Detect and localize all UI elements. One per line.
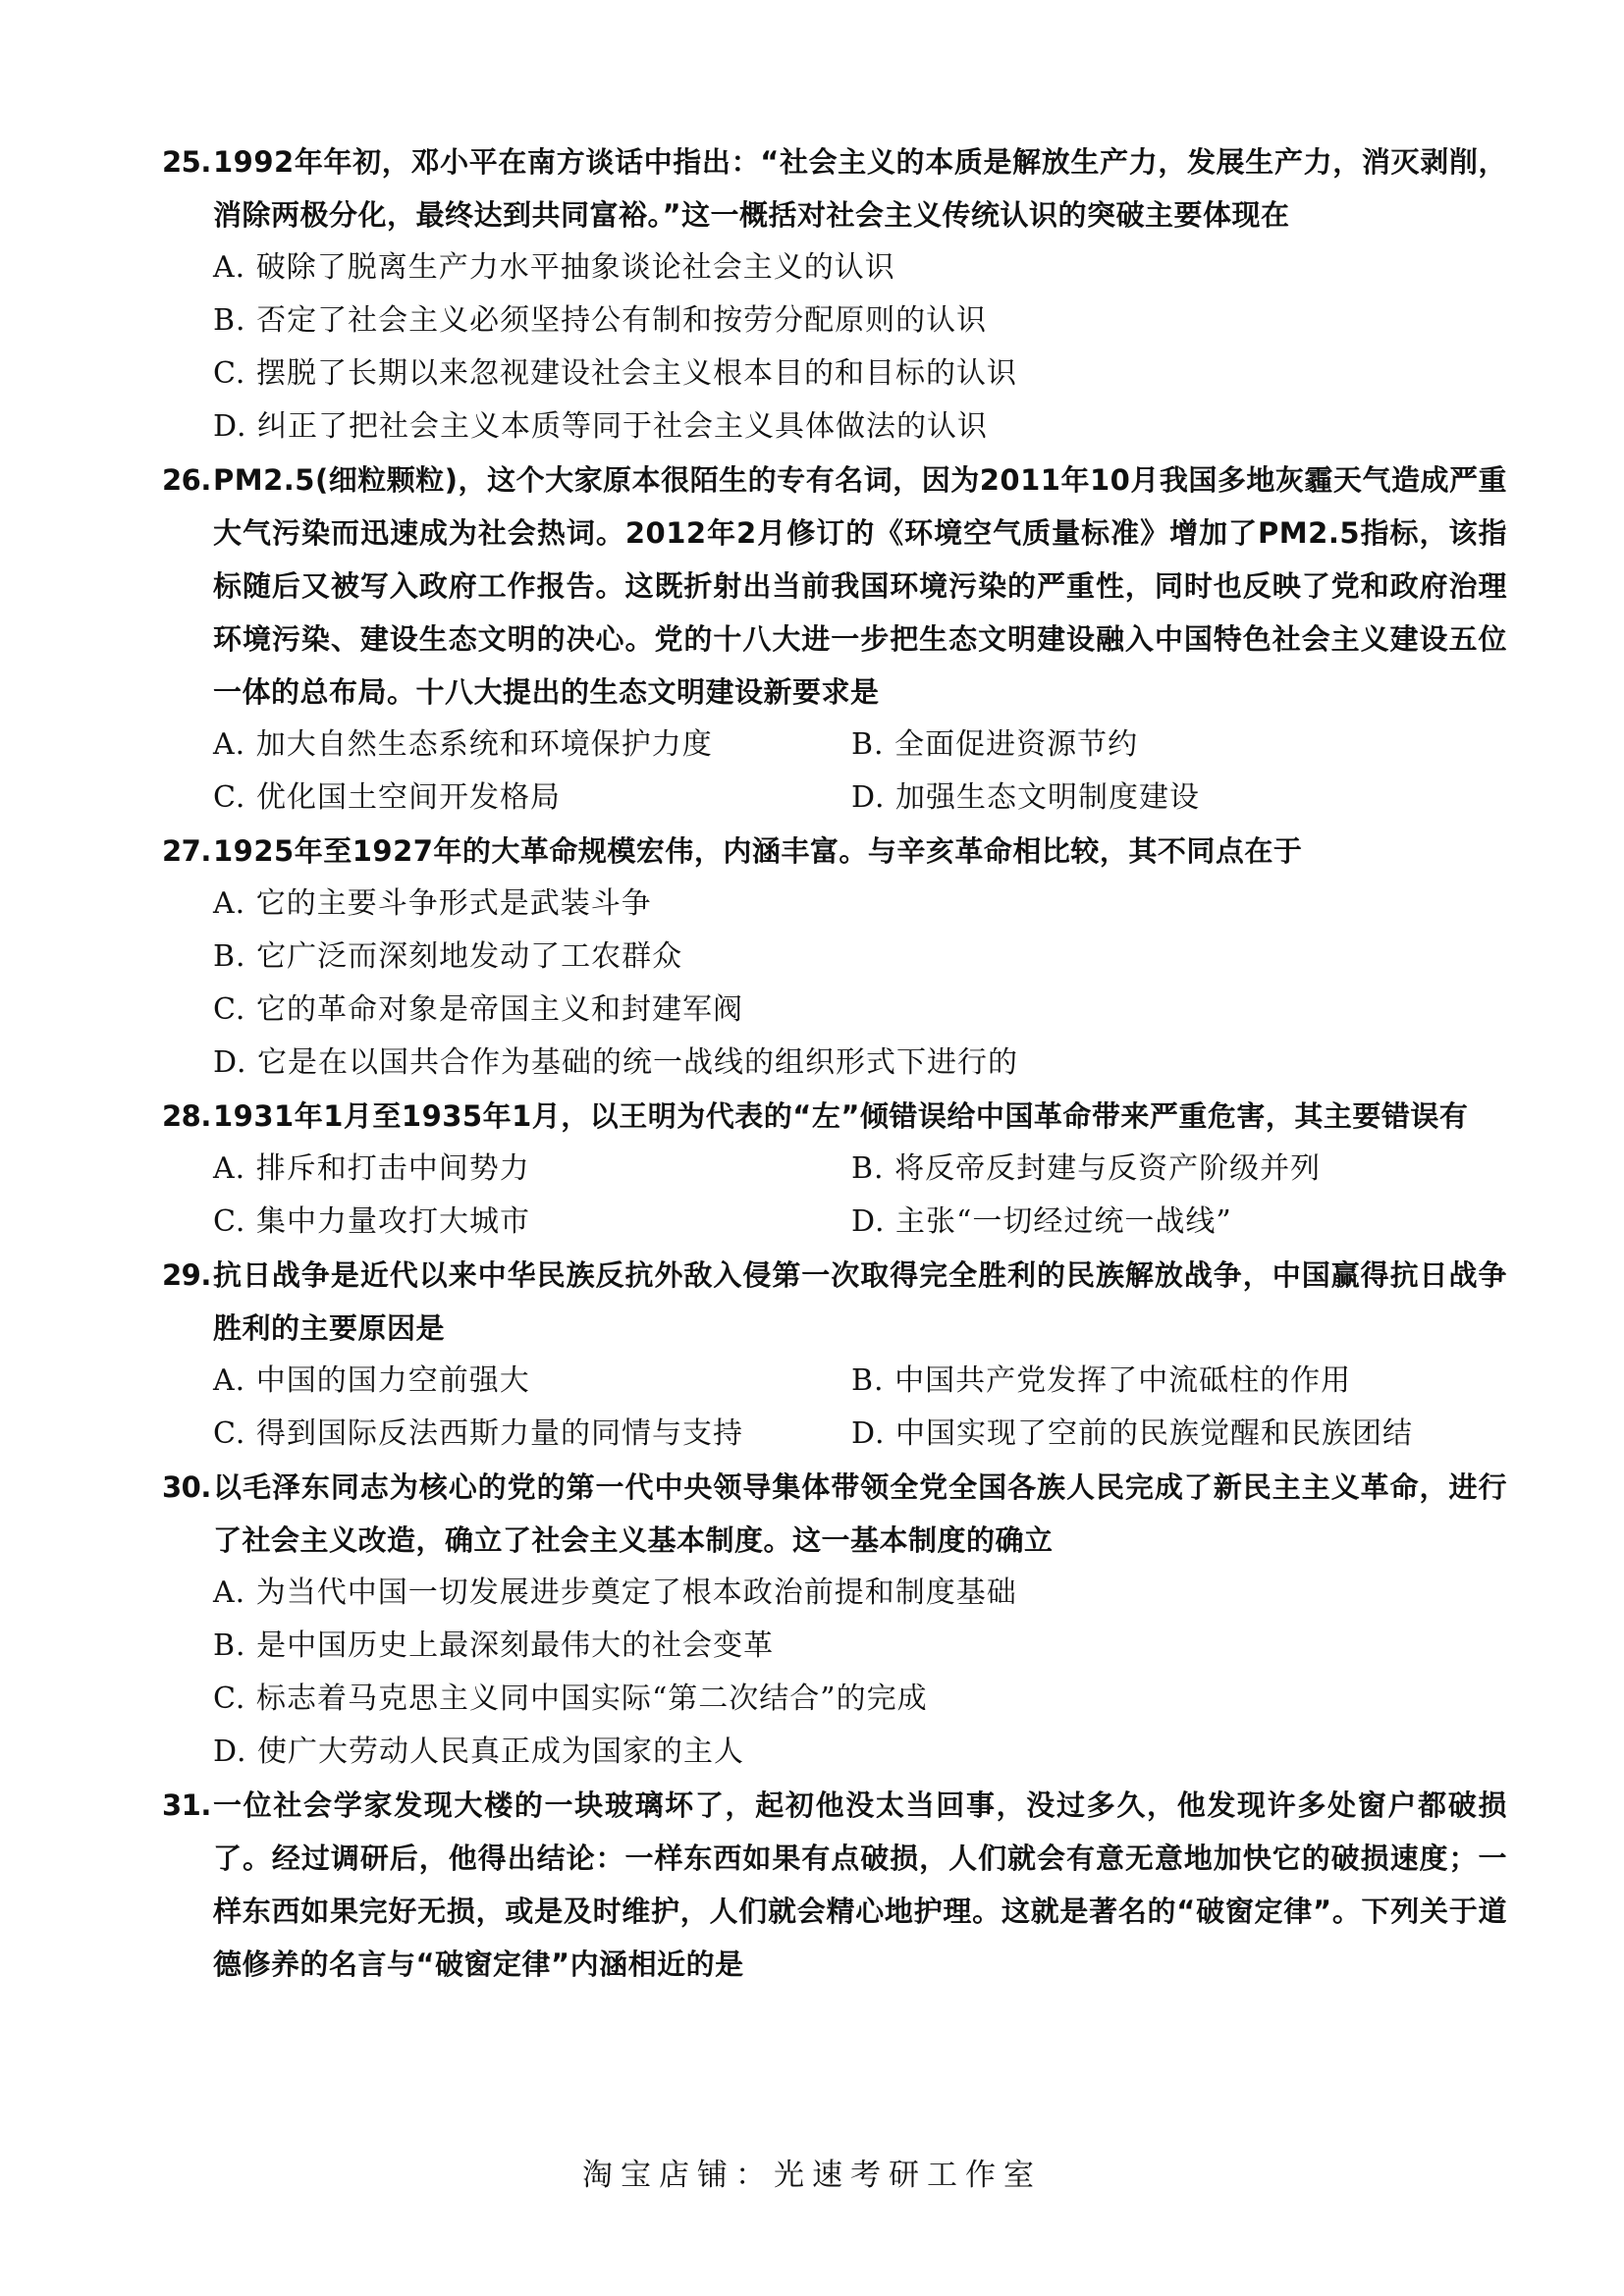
option-a: A. 加大自然生态系统和环境保护力度 [213, 727, 713, 762]
question-stem: 1925年至1927年的大革命规模宏伟，内涵丰富。与辛亥革命相比较，其不同点在于 [213, 834, 1303, 868]
option-a: A. 中国的国力空前强大 [213, 1363, 530, 1398]
question-28 [162, 1090, 1507, 1249]
option-d: D. 它是在以国共合作为基础的统一战线的组织形式下进行的 [213, 1045, 1019, 1080]
option-b: B. 否定了社会主义必须坚持公有制和按劳分配原则的认识 [213, 303, 988, 338]
question-number: 31. [162, 1789, 211, 1822]
question-27 [162, 825, 1507, 1090]
option-d: D. 纠正了把社会主义本质等同于社会主义具体做法的认识 [213, 409, 989, 444]
option-b: B. 将反帝反封建与反资产阶级并列 [851, 1151, 1322, 1186]
question-number: 27. [162, 834, 211, 868]
question-30 [162, 1461, 1507, 1779]
question-number: 29. [162, 1258, 211, 1292]
option-d: D. 主张“一切经过统一战线” [851, 1204, 1232, 1239]
question-stem: 1931年1月至1935年1月，以王明为代表的“左”倾错误给中国革命带来严重危害，其主要错误有 [213, 1099, 1469, 1133]
option-d: D. 使广大劳动人民真正成为国家的主人 [213, 1735, 745, 1769]
option-list [162, 878, 1507, 1090]
question-number: 25. [162, 145, 211, 179]
option-a: A. 破除了脱离生产力水平抽象谈论社会主义的认识 [213, 250, 895, 285]
question-list [162, 135, 1507, 1991]
option-b: B. 它广泛而深刻地发动了工农群众 [213, 939, 683, 974]
question-31 [162, 1779, 1507, 1991]
option-c: C. 得到国际反法西斯力量的同情与支持 [213, 1416, 743, 1451]
option-a: A. 它的主要斗争形式是武装斗争 [213, 886, 652, 921]
page-footer: 淘宝店铺：光速考研工作室 [582, 2158, 1042, 2193]
option-list [162, 1567, 1507, 1779]
option-b: B. 是中国历史上最深刻最伟大的社会变革 [213, 1629, 775, 1663]
option-list [162, 1355, 1507, 1461]
question-number: 30. [162, 1470, 211, 1504]
question-stem: PM2.5(细粒颗粒)，这个大家原本很陌生的专有名词，因为2011年10月我国多地灰霾天气造成严重大气污染而迅速成为社会热词。2012年2月修订的《环境空气质量标准》增加了PM2.5指标，该指标随后又被写入政府工作报告。这既折射出当前我国环境污染的严重性，同时也反映了党和政府治理环境污染、建设生态文明的决心。党的十八大进一步把生态文明建设融入中国特色社会主义建设五位一体的总布局。十八大提出的生态文明建设新要求是 [213, 463, 1507, 709]
option-list [162, 1143, 1507, 1249]
option-c: C. 集中力量攻打大城市 [213, 1204, 530, 1239]
option-c: C. 摆脱了长期以来忽视建设社会主义根本目的和目标的认识 [213, 356, 1017, 391]
question-25 [162, 135, 1507, 454]
question-stem: 抗日战争是近代以来中华民族反抗外敌入侵第一次取得完全胜利的民族解放战争，中国赢得抗日战争胜利的主要原因是 [213, 1258, 1507, 1345]
question-number: 26. [162, 463, 211, 497]
question-stem: 一位社会学家发现大楼的一块玻璃坏了，起初他没太当回事，没过多久，他发现许多处窗户都破损了。经过调研后，他得出结论：一样东西如果有点破损，人们就会有意无意地加快它的破损速度；一样东西如果完好无损，或是及时维护，人们就会精心地护理。这就是著名的“破窗定律”。下列关于道德修养的名言与“破窗定律”内涵相近的是 [213, 1789, 1507, 1981]
question-number: 28. [162, 1099, 211, 1133]
option-d: D. 中国实现了空前的民族觉醒和民族团结 [851, 1416, 1414, 1451]
option-b: B. 中国共产党发挥了中流砥柱的作用 [851, 1363, 1352, 1398]
question-29 [162, 1249, 1507, 1461]
option-a: A. 排斥和打击中间势力 [213, 1151, 530, 1186]
option-a: A. 为当代中国一切发展进步奠定了根本政治前提和制度基础 [213, 1575, 1017, 1610]
option-c: C. 它的革命对象是帝国主义和封建军阀 [213, 992, 743, 1027]
option-c: C. 优化国土空间开发格局 [213, 780, 561, 815]
option-list [162, 241, 1507, 454]
question-stem: 1992年年初，邓小平在南方谈话中指出：“社会主义的本质是解放生产力，发展生产力，消灭剥削，消除两极分化，最终达到共同富裕。”这一概括对社会主义传统认识的突破主要体现在 [213, 145, 1507, 232]
question-26 [162, 454, 1507, 825]
option-c: C. 标志着马克思主义同中国实际“第二次结合”的完成 [213, 1682, 928, 1716]
question-stem: 以毛泽东同志为核心的党的第一代中央领导集体带领全党全国各族人民完成了新民主主义革命，进行了社会主义改造，确立了社会主义基本制度。这一基本制度的确立 [213, 1470, 1507, 1557]
option-d: D. 加强生态文明制度建设 [851, 780, 1201, 815]
option-list [162, 719, 1507, 825]
option-b: B. 全面促进资源节约 [851, 727, 1139, 762]
